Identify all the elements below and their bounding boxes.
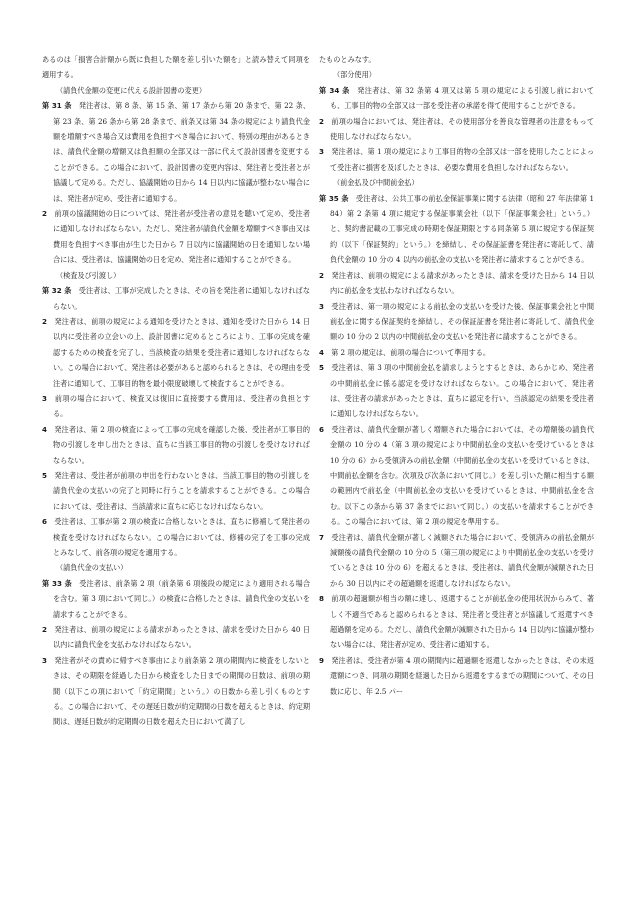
- paragraph-text: 発注者は、第 2 項の検査によって工事の完成を確認した後、受注者が工事目的物の引渡しを申し出たときは、直ちに当該工事目的物の引渡しを受けなければならない。: [46, 424, 310, 465]
- article-paragraph: [42, 576, 310, 622]
- clause-number: 5: [319, 363, 324, 373]
- paragraph-text: 受注者は、公共工事の前払金保証事業に関する法律（昭和 27 年法律第 184）第 2 条第 4 項に規定する保証事業会社（以下「保証事業会社」という。）と、契約書記載の工事完成の時期を保証期限とする同条第 5 項に規定する保証契約（以下「保証契約」という。）を締結し、その保証証書を発注者に寄託して、請負代金額の 10 分の 4 以内の前払金の支払いを発注者に請求することができる。: [330, 193, 594, 265]
- left-column: [42, 52, 310, 730]
- paragraph-text: 発注者は、第 1 項の規定により工事目的物の全部又は一部を使用したことによって受注者に損害を及ぼしたときは、必要な費用を負担しなければならない。: [323, 147, 594, 172]
- article-paragraph: [42, 98, 310, 206]
- paragraph-text: 前項の超過額が相当の額に達し、返還することが前払金の使用状況からみて、著しく不適当であると認められるときは、発注者と受注者とが協議して返還すべき超過額を定める。ただし、請負代金額が減額された日から 14 日以内に協議が整わない場合には、発注者が定め、受注者に通知する。: [323, 594, 594, 650]
- article-paragraph: [42, 283, 310, 314]
- continued-paragraph: たものとみなす。: [319, 55, 376, 64]
- article-number: 第 32 条: [42, 286, 72, 296]
- clause-paragraph: [319, 360, 594, 422]
- paragraph-text: 発注者は、前項の規定による請求があったときは、請求を受けた日から 14 日以内に前払金を支払わなければならない。: [323, 270, 594, 296]
- article-number: 第 33 条: [42, 578, 72, 588]
- clause-paragraph: [42, 391, 310, 422]
- clause-paragraph: [319, 144, 594, 175]
- clause-number: 2: [319, 270, 324, 280]
- paragraph-text: 発注者がその責めに帰すべき事由により前条第 2 項の期間内に検査をしないときは、その期限を経過した日から検査をした日までの期間の日数は、前項の期間（以下この項において「約定期間」という。）の日数から差し引くものとする。この場合において、その遅延日数が約定期間の日数を超えるときは、約定期間は、遅延日数が約定期間の日数を超えた日において満了し: [46, 655, 310, 727]
- clause-number: 3: [319, 147, 324, 157]
- clause-number: 2: [319, 116, 324, 126]
- section-heading: （部分使用）: [333, 70, 376, 80]
- clause-paragraph: [319, 268, 594, 299]
- section-heading: （請負代金額の変更に代える設計図書の変更）: [56, 85, 206, 95]
- paragraph-text: 受注者は、請負代金額が著しく増額された場合においては、その増額後の請負代金額の 10 分の 4（第 3 項の規定により中間前払金の支払いを受けているときは 10 分の 6）から受領済みの前払金額（中間前払金の支払いを受けているときは、中間前払金額を含む。次項及び次条において同じ。）を差し引いた額に相当する額の範囲内で前払金（中間前払金の支払いを受けているときは、中間前払金を含む。以下この条から第 37 条までにおいて同じ。）の支払いを請求することができる。この場合においては、第 2 項の規定を準用する。: [323, 424, 594, 527]
- clause-number: 6: [42, 517, 47, 527]
- clause-paragraph: [42, 653, 310, 730]
- clause-paragraph: [42, 622, 310, 653]
- paragraph-text: 受注者は、第一項の規定による前払金の支払いを受けた後、保証事業会社と中間前払金に関する保証契約を締結し、その保証証書を発注者に寄託して、請負代金額の 10 分の 2 以内の中間前払金の支払いを発注者に請求することができる。: [323, 301, 594, 342]
- clause-number: 7: [319, 532, 324, 542]
- paragraph-text: 前項の場合において、検査又は復旧に直接要する費用は、受注者の負担とする。: [46, 393, 310, 419]
- clause-paragraph: [319, 591, 594, 653]
- continued-paragraph: あるのは「損害合計額から既に負担した額を差し引いた額を」と読み替えて同項を適用する。: [42, 55, 310, 80]
- clause-paragraph: [319, 299, 594, 345]
- paragraph-text: 発注者は、受注者が前項の申出を行わないときは、当該工事目的物の引渡しを請負代金の支払いの完了と同時に行うことを請求することができる。この場合においては、受注者は、当該請求に直ちに応じなければならない。: [46, 470, 310, 511]
- paragraph-text: 受注者は、工事が完成したときは、その旨を発注者に通知しなければならない。: [53, 286, 310, 311]
- paragraph-text: 受注者は、請負代金額が著しく減額された場合において、受領済みの前払金額が減額後の請負代金額の 10 分の 5（第三項の規定により中間前払金の支払いを受けているときは 10 分の 6）を超えるときは、受注者は、請負代金額が減額された日から 30 日以内にその超過額を返還しなければならない。: [323, 532, 594, 588]
- clause-paragraph: [42, 514, 310, 560]
- clause-paragraph: [319, 114, 594, 145]
- article-number: 第 35 条: [319, 193, 349, 203]
- paragraph-text: 受注者は、工事が第 2 項の検査に合格しないときは、直ちに修補して発注者の検査を受けなければならない。この場合においては、修補の完了を工事の完成とみなして、前各項の規定を適用する。: [46, 517, 310, 557]
- clause-number: 9: [319, 655, 324, 665]
- clause-number: 2: [42, 316, 47, 326]
- right-column: [319, 52, 594, 699]
- paragraph-text: 発注者は、前項の規定による請求があったときは、請求を受けた日から 40 日以内に請負代金を支払わなければならない。: [46, 625, 310, 650]
- article-number: 第 34 条: [319, 85, 350, 95]
- clause-paragraph: [42, 314, 310, 391]
- paragraph-text: 発注者は、前項の規定による通知を受けたときは、通知を受けた日から 14 日以内に受注者の立会いの上、設計図書に定めるところにより、工事の完成を確認するための検査を完了し、当該検査の結果を受注者に通知しなければならない。この場合において、発注者は必要があると認められるときは、その理由を受注者に通知して、工事目的物を最小限度破壊して検査することができる。: [46, 316, 310, 388]
- section-heading: （前金払及び中間前金払）: [333, 178, 419, 188]
- clause-number: 2: [42, 625, 47, 635]
- clause-paragraph: [319, 653, 594, 699]
- clause-number: 3: [319, 301, 324, 311]
- paragraph-text: 発注者は、第 32 条第 4 項又は第 5 項の規定による引渡し前においても、工事目的物の全部又は一部を受注者の承諾を得て使用することができる。: [330, 85, 594, 111]
- clause-paragraph: [319, 345, 594, 360]
- article-number: 第 31 条: [42, 101, 72, 111]
- clause-number: 2: [42, 209, 47, 219]
- paragraph-text: 前項の場合においては、発注者は、その使用部分を善良な管理者の注意をもって使用しなければならない。: [323, 116, 594, 142]
- clause-number: 4: [42, 424, 47, 434]
- clause-number: 4: [319, 347, 324, 357]
- section-heading: （検査及び引渡し）: [56, 270, 121, 280]
- article-paragraph: [319, 191, 594, 268]
- paragraph-text: 受注者は、第 3 項の中間前金払を請求しようとするときは、あらかじめ、発注者の中間前払金に係る認定を受けなければならない。この場合において、発注者は、受注者の請求があったときは、直ちに認定を行い、当該認定の結果を受注者に通知しなければならない。: [323, 363, 594, 419]
- article-paragraph: [319, 83, 594, 114]
- clause-number: 3: [42, 393, 47, 403]
- clause-paragraph: [42, 206, 310, 268]
- section-heading: （請負代金の支払い）: [56, 563, 128, 573]
- clause-number: 3: [42, 655, 47, 665]
- clause-paragraph: [319, 530, 594, 592]
- paragraph-text: 発注者は、受注者が第 4 項の期間内に超過額を返還しなかったときは、その未返還額につき、同項の期間を経過した日から返還をするまでの期間について、その日数に応じ、年 2.5 パー: [323, 655, 594, 696]
- clause-number: 8: [319, 594, 324, 604]
- paragraph-text: 前項の協議開始の日については、発注者が受注者の意見を聴いて定め、受注者に通知しなければならない。ただし、発注者が請負代金額を増額すべき事由又は費用を負担すべき事由が生じた日から 7 日以内に協議開始の日を通知しない場合には、受注者は、協議開始の日を定め、発注者に通知することができる。: [46, 209, 310, 265]
- clause-paragraph: [42, 422, 310, 468]
- paragraph-text: 受注者は、前条第 2 項（前条第 6 項後段の規定により適用される場合を含む。第 3 項において同じ。）の検査に合格したときは、請負代金の支払いを請求することができる。: [53, 578, 310, 619]
- clause-paragraph: [42, 468, 310, 514]
- clause-paragraph: [319, 422, 594, 530]
- clause-number: 5: [42, 470, 47, 480]
- paragraph-text: 発注者は、第 8 条、第 15 条、第 17 条から第 20 条まで、第 22 条、第 23 条、第 26 条から第 28 条まで、前条又は第 34 条の規定により請負代金額を増額すべき場合又は費用を負担すべき場合において、特別の理由があるときは、請負代金額の増額又は負担額の全部又は一部に代えて設計図書を変更することができる。この場合において、設計図書の変更内容は、発注者と受注者とが協議して定める。ただし、協議開始の日から 14 日以内に協議が整わない場合には、発注者が定め、受注者に通知する。: [53, 101, 310, 203]
- clause-number: 6: [319, 424, 324, 434]
- paragraph-text: 第 2 項の規定は、前項の場合について準用する。: [323, 347, 491, 357]
